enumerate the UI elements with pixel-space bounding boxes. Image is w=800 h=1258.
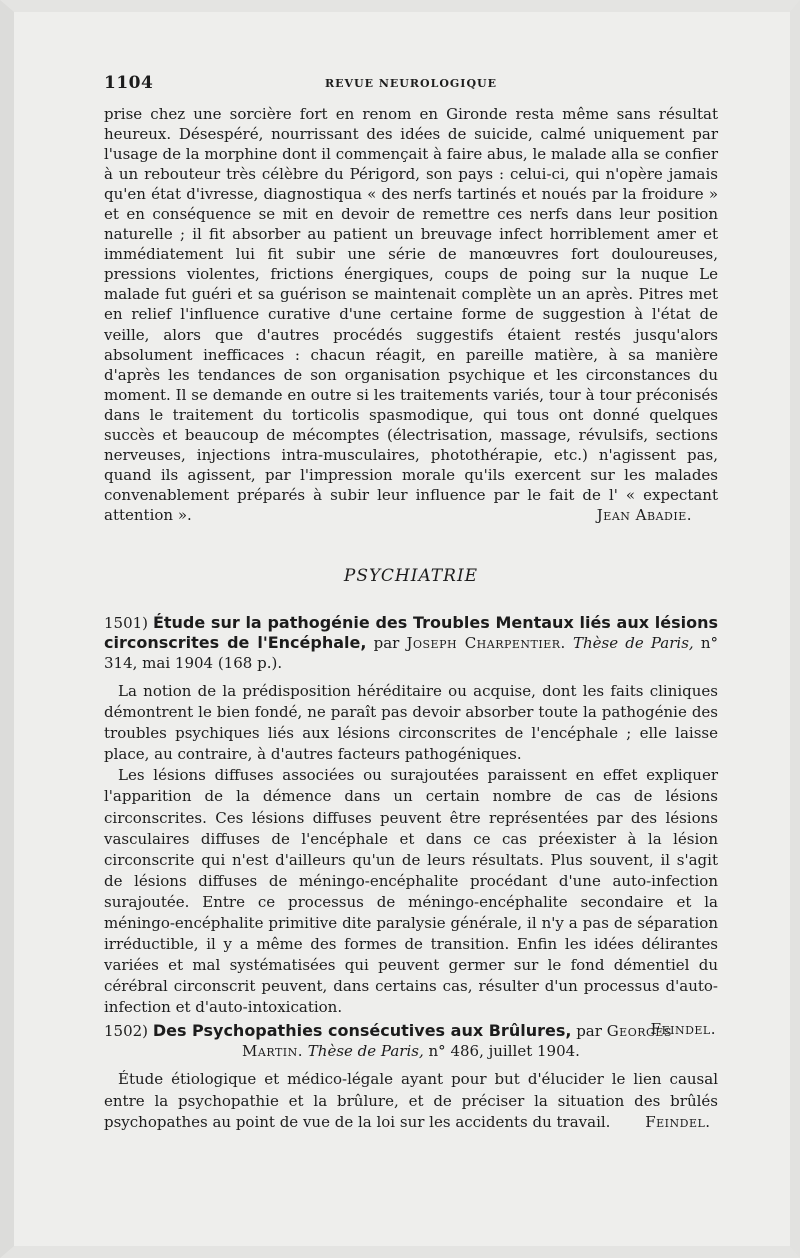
entry-1502-para-text: Étude étiologique et médico-légale ayant pour but d'élucider le lien causal entre la psychopathie et la brûlure, et de préciser la situation des brûlés psychopathes au point de vue de la loi sur les accidents du travail.: [104, 1070, 718, 1131]
page-number: 1104: [104, 73, 154, 93]
entry-1501-signature: Feindel.: [650, 1019, 716, 1038]
entry-1501-heading: [104, 613, 718, 673]
entry-1501-details: n° 314, mai 1904 (168 p.).: [104, 634, 718, 672]
entry-1502-title: Des Psychopathies consécutives aux Brûlures,: [152, 1021, 572, 1040]
entry-1502-number: 1502): [104, 1022, 149, 1040]
running-header: [104, 73, 718, 95]
section-title: PSYCHIATRIE: [343, 566, 479, 586]
entry-1502-body: [104, 1069, 718, 1134]
entry-1501-para-1: La notion de la prédisposition héréditaire ou acquise, dont les faits cliniques démontrent le bien fondé, ne paraît pas devoir absorber toute la pathogénie des troubles psychiques liés aux lésions circonscrites de l'encéphale ; elle laisse place, au contraire, à d'autres facteurs pathogéniques.: [104, 682, 718, 764]
entry-1501-para-2: Les lésions diffuses associées ou surajoutées paraissent en effet expliquer l'apparition de la démence dans un certain nombre de cas de lésions circonscrites. Ces lésions diffuses peuvent être représentées par des lésions vasculaires diffuses de l'encéphale et dans ce cas préexister à la lésion circonscrite qui n'est d'ailleurs qu'un de leurs résultats. Plus souvent, il s'agit de lésions diffuses de méningo-encéphalite procédant d'une auto-infection surajoutée. Entre ce processus de méningo-encéphalite secondaire et la méningo-encéphalite primitive dite paralysie générale, il n'y a pas de séparation irréductible, il y a même des formes de transition. Enfin les idées délirantes variées et mal systématisées qui peuvent germer sur le fond démentiel du cérébral circonscrit peuvent, dans certains cas, résulter d'un processus d'auto-infection et d'auto-intoxication.: [104, 766, 718, 1017]
entry-1502-signature: Feindel.: [645, 1113, 711, 1131]
intro-paragraph: [104, 104, 718, 525]
entry-1502-source: Thèse de Paris,: [307, 1042, 424, 1060]
entry-1501-number: 1501): [104, 614, 149, 632]
entry-1502-author-last: Martin.: [242, 1042, 304, 1060]
entry-1502-author-first: Georges: [606, 1022, 672, 1040]
intro-text: prise chez une sorcière fort en renom en Gironde resta même sans résultat heureux. Désespéré, nourrissant des idées de suicide, calmé uniquement par l'usage de la morphine dont il commençait à faire abus, le malade alla se confier à un rebouteur très célèbre du Périgord, son pays : celui-ci, qui n'opère jamais qu'en état d'ivresse, diagnostiqua « des nerfs tartinés et noués par la froidure » et en conséquence se mit en devoir de remettre ces nerfs dans leur position naturelle ; il fit absorber au patient un breuvage infect horriblement amer et immédiatement lui fit subir une série de manœuvres fort douloureuses, pressions violentes, frictions énergiques, coups de poing sur la nuque Le malade fut guéri et sa guérison se maintenait complète un an après. Pitres met en relief l'influence curative d'une certaine forme de suggestion à l'état de veille, alors que d'autres procédés suggestifs étaient restés jusqu'alors absolument inefficaces : chacun réagit, en pareille matière, à sa manière d'après les tendances de son organisation psychique et les circonstances du moment. Il se demande en outre si les traitements variés, tour à tour préconisés dans le traitement du torticolis spasmodique, qui tous ont donné quelques succès et beaucoup de mécomptes (électrisation, massage, révulsifs, sections nerveuses, injections intra-musculaires, photothérapie, etc.) n'agissent pas, quand ils agissent, par l'impression morale qu'ils exercent sur les malades convenablement préparés à subir leur influence par le fait de l' « expectant attention ».: [104, 105, 718, 524]
intro-signature: Jean Abadie.: [596, 505, 692, 524]
entry-1502-details: n° 486, juillet 1904.: [428, 1042, 580, 1060]
entry-1502-by: par: [576, 1022, 602, 1040]
entry-1501-title: Étude sur la pathogénie des Troubles Mentaux liés aux lésions circonscrites de l'Encéphale,: [104, 613, 719, 652]
entry-1501-author: Joseph Charpentier.: [406, 634, 566, 652]
entry-1502-para: [104, 1069, 718, 1134]
entry-1501-source: Thèse de Paris,: [572, 634, 694, 652]
entry-1501-by: par: [373, 634, 400, 652]
entry-1502-heading: [104, 1021, 718, 1061]
running-title: REVUE NEUROLOGIQUE: [324, 77, 498, 90]
entry-1501-body: [104, 681, 718, 1040]
